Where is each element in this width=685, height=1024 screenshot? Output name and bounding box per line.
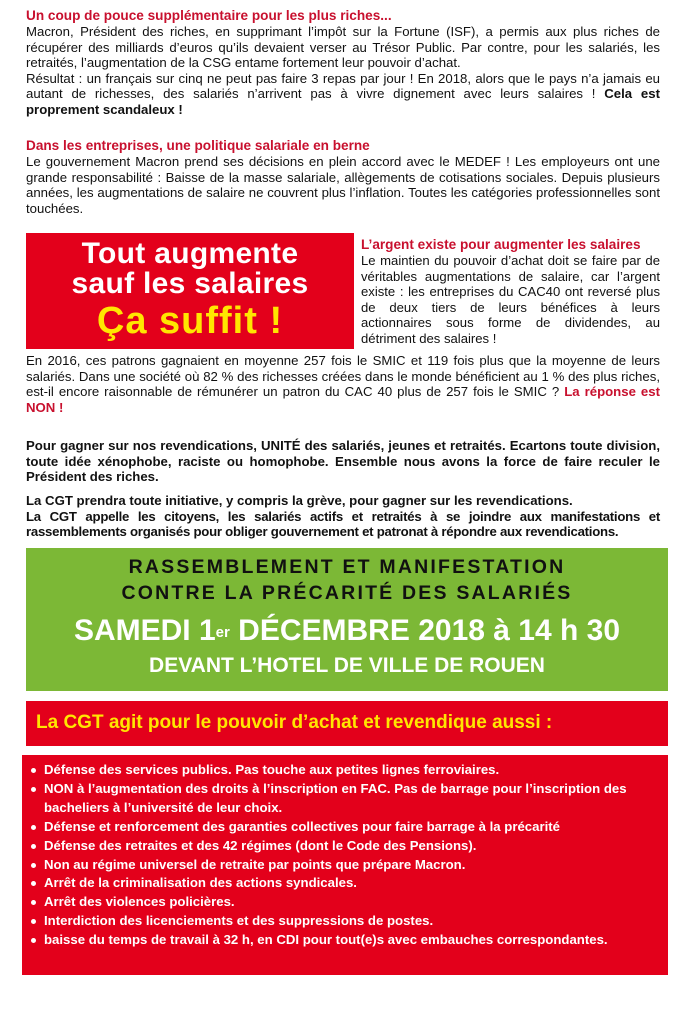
banner-line: sauf les salaires: [71, 267, 309, 300]
event-place: DEVANT L’HOTEL DE VILLE DE ROUEN: [149, 654, 545, 677]
section-title: Un coup de pouce supplémentaire pour les plus riches...: [26, 8, 392, 23]
demands-box: [22, 755, 668, 975]
demand-text: Défense des retraites et des 42 régimes (dont le Code des Pensions).: [44, 837, 477, 853]
section-title: Dans les entreprises, une politique salariale en berne: [26, 138, 370, 153]
event-subtitle: CONTRE LA PRÉCARITÉ DES SALARIÉS: [121, 582, 573, 604]
paragraph-text: En 2016, ces patrons gagnaient en moyenne 257 fois le SMIC et 119 fois plus que la moyenne de leurs salariés. Dans une société où 82 % des richesses créées dans le monde bénéficient au 1 % des plus riches, est-il encore raisonnable de rémunérer un patron du CAC 40 plus de 257 fois le SMIC ?: [26, 353, 660, 400]
section-isf: [26, 8, 660, 118]
list-item: [26, 893, 656, 912]
list-item: [26, 856, 656, 875]
slogan-banner: [26, 233, 354, 349]
cgt-header: La CGT agit pour le pouvoir d’achat et revendique aussi :: [36, 712, 553, 733]
bullet-icon: [31, 900, 36, 905]
emphasis-text: Cela est proprement scandaleux !: [26, 86, 660, 117]
bullet-icon: [31, 938, 36, 943]
bullet-icon: [31, 881, 36, 886]
bullet-icon: [31, 863, 36, 868]
bullet-icon: [31, 768, 36, 773]
bullet-icon: [31, 844, 36, 849]
demands-list: [26, 761, 656, 950]
paragraph: [26, 71, 660, 118]
event-box: [26, 548, 668, 691]
paragraph: Le maintien du pouvoir d’achat doit se faire par de véritables augmentations de salaire, car l’argent existe : les entreprises du CAC40 ont reversé plus de deux tiers de leurs bénéfices à leurs actionnaires sous forme de dividendes, au détriment des salaires !: [361, 253, 660, 346]
demand-text: Défense des services publics. Pas touche aux petites lignes ferroviaires.: [44, 762, 500, 777]
demand-text: Arrêt des violences policières.: [44, 894, 235, 910]
paragraph: [26, 353, 660, 415]
banner-slogan: Ça suffit !: [96, 300, 284, 342]
list-item: [26, 912, 656, 931]
bullet-icon: [31, 825, 36, 830]
bullet-icon: [31, 787, 36, 792]
paragraph-text: Résultat : un français sur cinq ne peut pas faire 3 repas par jour ! En 2018, alors que le pays n’a jamais eu autant de richesses, des salariés n’arrivent pas à vivre dignement avec leurs salaires !: [26, 70, 660, 102]
paragraph: Le gouvernement Macron prend ses décisions en plein accord avec le MEDEF ! Les employeurs ont une grande responsabilité : Baisse de la masse salariale, allègements de cotisations sociales. Depuis plusieurs années, les augmentations de salaire ne couvrent plus l’inflation. Toutes les catégories professionnelles sont touchées.: [26, 154, 660, 216]
section-title: L’argent existe pour augmenter les salaires: [361, 237, 641, 252]
event-date-suffix: DÉCEMBRE 2018 à 14 h 30: [229, 614, 621, 647]
list-item: [26, 874, 656, 893]
section-unity: [26, 438, 660, 485]
paragraph: Macron, Président des riches, en supprimant l’impôt sur la Fortune (ISF), a permis aux plus riches de récupérer des milliards d’euros qu’ils devaient verser au Trésor Public. Par contre, pour les salariés, les retraités, l’augmentation de la CSG entame fortement leur pouvoir d’achat.: [26, 24, 660, 71]
section-cgt-call: [26, 493, 660, 540]
section-ceo-pay: [26, 353, 660, 415]
list-item: [26, 837, 656, 856]
section-salary-policy: [26, 138, 660, 216]
demand-text: Défense et renforcement des garanties collectives pour faire barrage à la précarité: [44, 818, 560, 834]
list-item: [26, 931, 656, 950]
demand-text: NON à l’augmentation des droits à l’inscription en FAC. Pas de barrage pour l’inscription des bacheliers à l’université de leur choix.: [44, 780, 627, 815]
emphasis-text: La réponse est NON !: [26, 384, 660, 415]
demand-text: Non au régime universel de retraite par points que prépare Macron.: [44, 856, 466, 872]
list-item: [26, 818, 656, 837]
list-item: [26, 761, 656, 780]
bullet-icon: [31, 919, 36, 924]
paragraph: Pour gagner sur nos revendications, UNITÉ des salariés, jeunes et retraités. Ecartons toute division, toute idée xénophobe, raciste ou homophobe. Ensemble nous avons la force de faire reculer le Président des riches.: [26, 438, 660, 485]
paragraph: La CGT prendra toute initiative, y compris la grève, pour gagner sur les revendications.: [26, 493, 573, 508]
event-date-prefix: SAMEDI 1: [73, 614, 216, 647]
event-date: [26, 611, 668, 651]
banner-line: Tout augmente: [81, 237, 299, 270]
demand-text: baisse du temps de travail à 32 h, en CDI pour tout(e)s avec embauches correspondantes.: [44, 932, 608, 948]
demand-text: Arrêt de la criminalisation des actions syndicales.: [44, 875, 357, 891]
event-date-sup: er: [215, 624, 230, 641]
paragraph: La CGT appelle les citoyens, les salariés actifs et retraités à se joindre aux manifestations et rassemblements organisés pour obliger gouvernement et patronat à répondre aux revendications.: [26, 508, 660, 540]
section-money-exists: [361, 237, 660, 346]
cgt-header-bar: [26, 701, 668, 746]
list-item: [26, 780, 656, 818]
demand-text: Interdiction des licenciements et des suppressions de postes.: [44, 913, 434, 929]
event-title: RASSEMBLEMENT ET MANIFESTATION: [128, 556, 566, 578]
